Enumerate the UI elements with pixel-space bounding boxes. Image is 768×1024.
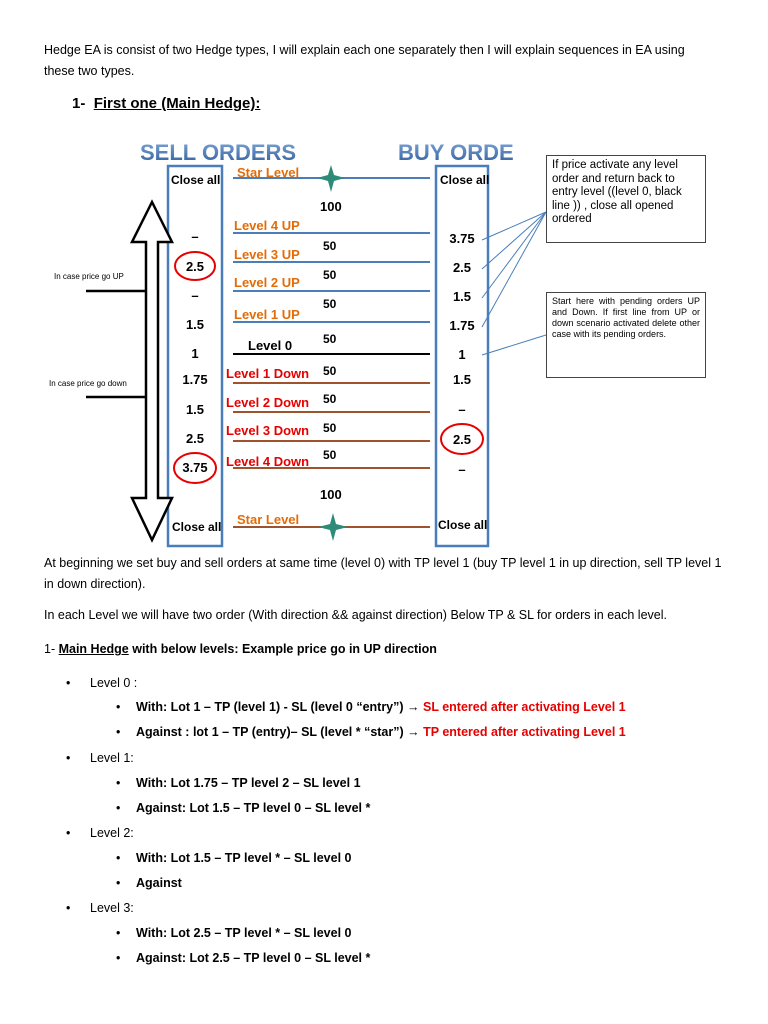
fifty-label: 50 bbox=[323, 239, 337, 253]
hundred-top: 100 bbox=[320, 199, 342, 214]
sell-lot: – bbox=[191, 288, 199, 303]
level-3-down-label: Level 3 Down bbox=[226, 423, 310, 438]
sell-lot: 1.5 bbox=[185, 402, 205, 417]
intro-paragraph: Hedge EA is consist of two Hedge types, I will explain each one separately then I will explain sequences in EA using these two types. bbox=[44, 43, 685, 78]
section-heading bbox=[72, 95, 260, 112]
level-4-up-label: Level 4 UP bbox=[234, 218, 300, 233]
level-item: With: Lot 1.5 – TP level * – SL level 0 bbox=[136, 851, 352, 865]
sell-lot: 1.5 bbox=[185, 317, 205, 332]
level-item: Against : lot 1 – TP (entry)– SL (level * “star”) → TP entered after activating Level 1 bbox=[136, 725, 626, 739]
level-item: With: Lot 1 – TP (level 1) - SL (level 0 “entry”) → SL entered after activating Level 1 bbox=[136, 700, 626, 714]
level-0-label: Level 0 bbox=[248, 338, 293, 353]
sub-bullet: • bbox=[116, 725, 121, 739]
fifty-label: 50 bbox=[323, 332, 337, 346]
level-item: Against bbox=[136, 876, 182, 890]
buy-lot: 2.5 bbox=[452, 260, 472, 275]
callout-close-all: If price activate any level order and return back to entry level ((level 0, black line )) , close all opened ordered bbox=[546, 155, 706, 243]
main-hedge-rest: with below levels: Example price go in UP direction bbox=[128, 642, 437, 656]
buy-lot: 1.5 bbox=[452, 372, 472, 387]
fifty-label: 50 bbox=[323, 297, 337, 311]
star-icon bbox=[317, 165, 345, 192]
buy-lot: – bbox=[458, 462, 466, 477]
level-1-down-label: Level 1 Down bbox=[226, 366, 310, 381]
sub-bullet: • bbox=[116, 951, 121, 965]
buy-lot: 3.75 bbox=[449, 231, 475, 246]
fifty-label: 50 bbox=[323, 364, 337, 378]
buy-lot: 2.5 bbox=[452, 432, 472, 447]
sub-bullet: • bbox=[116, 801, 121, 815]
fifty-label: 50 bbox=[323, 392, 337, 406]
para-each-level: In each Level we will have two order (With direction && against direction) Below TP & SL for orders in each level. bbox=[44, 608, 667, 622]
level-3-up-label: Level 3 UP bbox=[234, 247, 300, 262]
main-hedge-line bbox=[44, 639, 724, 660]
level-item: Against: Lot 1.5 – TP level 0 – SL level * bbox=[136, 801, 371, 815]
sub-bullet: • bbox=[116, 776, 121, 790]
double-arrow-icon bbox=[132, 202, 172, 540]
section-number: 1- bbox=[72, 95, 86, 112]
level-2-down-label: Level 2 Down bbox=[226, 395, 310, 410]
main-hedge-title: Main Hedge bbox=[58, 642, 129, 656]
callout-pending-orders: Start here with pending orders UP and Down. If first line from UP or down scenario activated delete other case with its pending orders. bbox=[546, 292, 706, 378]
level-4-down-label: Level 4 Down bbox=[226, 454, 310, 469]
level-heading: Level 0 : bbox=[90, 676, 138, 690]
buy-close-all-top: Close all bbox=[440, 173, 490, 187]
sell-close-all-bottom: Close all bbox=[172, 520, 222, 534]
section-title: First one (Main Hedge): bbox=[93, 95, 261, 112]
label-price-down: In case price go down bbox=[49, 379, 127, 388]
sub-bullet: • bbox=[116, 926, 121, 940]
level-bullet: • bbox=[66, 751, 71, 765]
sell-lot: 1.75 bbox=[182, 372, 208, 387]
sell-close-all-top: Close all bbox=[171, 173, 221, 187]
buy-lot: – bbox=[458, 402, 466, 417]
sell-lot: 1 bbox=[191, 346, 199, 361]
sell-lot: – bbox=[191, 229, 199, 244]
level-1-up-label: Level 1 UP bbox=[234, 307, 300, 322]
level-bullet: • bbox=[66, 826, 71, 840]
para-beginning: At beginning we set buy and sell orders at same time (level 0) with TP level 1 (buy TP level 1 in up direction, sell TP level 1 in down direction). bbox=[44, 556, 722, 591]
sell-orders-title: SELL ORDERS bbox=[140, 140, 297, 165]
sub-bullet: • bbox=[116, 876, 121, 890]
hundred-bottom: 100 bbox=[320, 487, 342, 502]
buy-lot: 1.5 bbox=[452, 289, 472, 304]
buy-lot: 1.75 bbox=[449, 318, 475, 333]
level-heading: Level 3: bbox=[90, 901, 134, 915]
sell-lot: 2.5 bbox=[185, 431, 205, 446]
level-item: Against: Lot 2.5 – TP level 0 – SL level * bbox=[136, 951, 371, 965]
buy-close-all-bottom: Close all bbox=[438, 518, 488, 532]
sub-bullet: • bbox=[116, 851, 121, 865]
fifty-label: 50 bbox=[323, 268, 337, 282]
star-level-top: Star Level bbox=[237, 165, 300, 180]
level-item: With: Lot 1.75 – TP level 2 – SL level 1 bbox=[136, 776, 361, 790]
fifty-label: 50 bbox=[323, 421, 337, 435]
level-bullet: • bbox=[66, 676, 71, 690]
level-item: With: Lot 2.5 – TP level * – SL level 0 bbox=[136, 926, 352, 940]
main-hedge-prefix: 1- bbox=[44, 642, 59, 656]
level-2-up-label: Level 2 UP bbox=[234, 275, 300, 290]
level-bullet: • bbox=[66, 901, 71, 915]
callout-arrows bbox=[482, 212, 546, 355]
buy-lot: 1 bbox=[458, 347, 466, 362]
star-icon bbox=[318, 513, 348, 541]
label-price-up: In case price go UP bbox=[54, 272, 124, 281]
sell-lot: 3.75 bbox=[182, 460, 208, 475]
level-heading: Level 1: bbox=[90, 751, 134, 765]
fifty-label: 50 bbox=[323, 448, 337, 462]
level-heading: Level 2: bbox=[90, 826, 134, 840]
star-level-bottom: Star Level bbox=[237, 512, 300, 527]
buy-orders-title: BUY ORDE bbox=[398, 140, 514, 165]
sub-bullet: • bbox=[116, 700, 121, 714]
sell-lot: 2.5 bbox=[185, 259, 205, 274]
